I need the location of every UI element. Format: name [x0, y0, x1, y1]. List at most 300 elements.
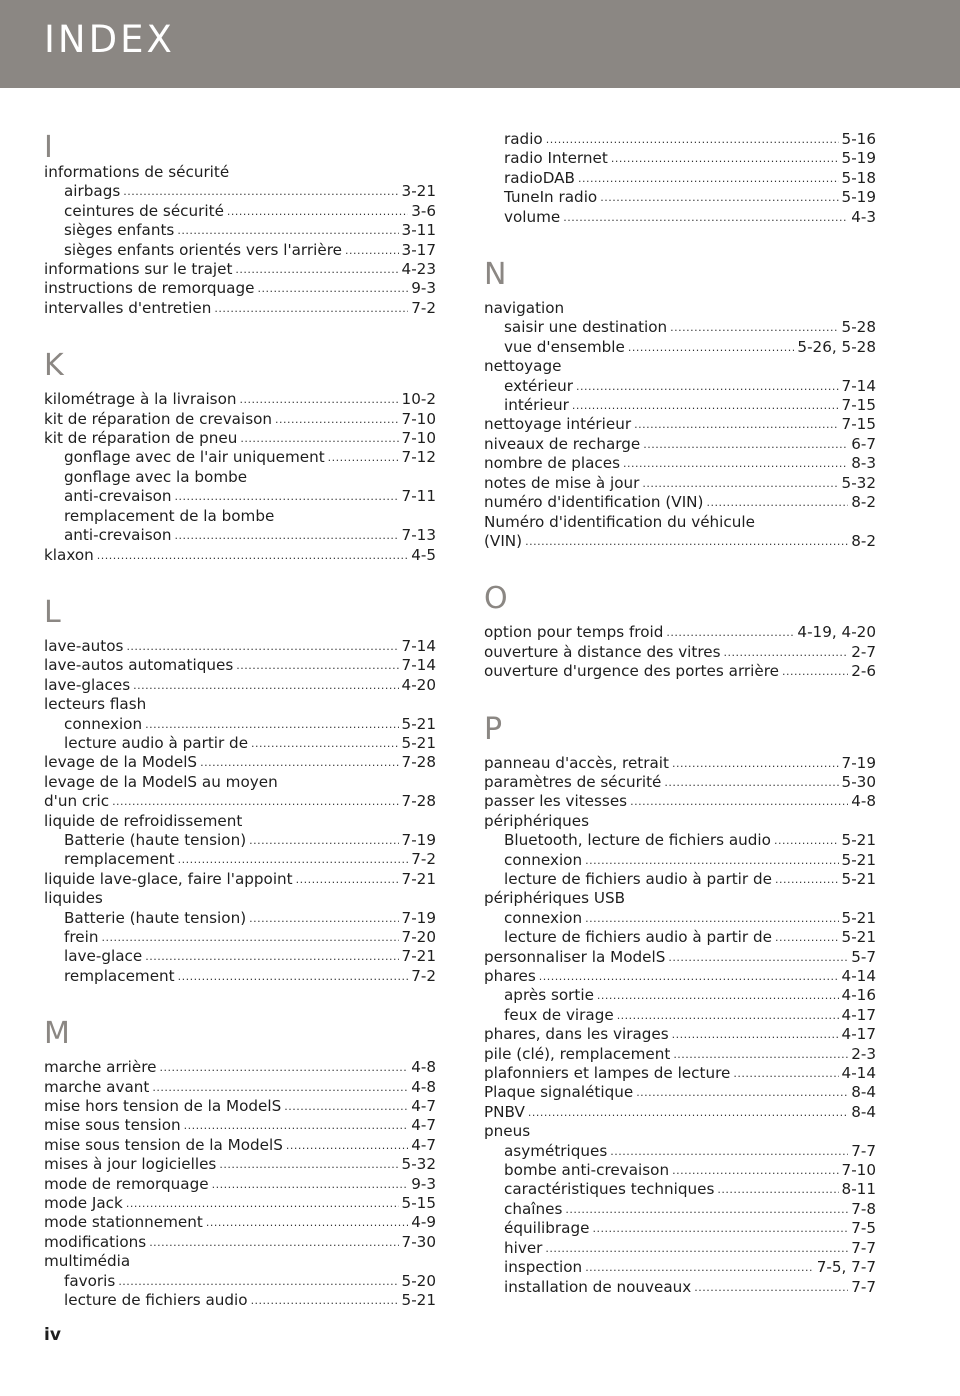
entry-page: 5-21: [841, 908, 876, 927]
entry-text: bombe anti-crevaison: [504, 1161, 670, 1180]
section-gap: [44, 986, 436, 1000]
dot-leader: [249, 909, 398, 928]
dot-leader: [672, 754, 839, 773]
dot-leader: [257, 279, 408, 298]
dot-leader: [672, 1161, 838, 1180]
index-section: [484, 130, 876, 227]
index-entry: [484, 948, 876, 967]
dot-leader: [664, 773, 838, 792]
dot-leader: [668, 948, 848, 967]
dot-leader: [706, 493, 848, 512]
dot-leader: [178, 967, 409, 986]
entry-text: gonflage avec de l'air uniquement: [64, 448, 325, 467]
entry-text: mode stationnement: [44, 1213, 203, 1232]
index-entry: [44, 1194, 436, 1213]
index-entry: [44, 753, 436, 772]
dot-leader: [630, 792, 848, 811]
index-entry: [484, 812, 876, 831]
dot-leader: [694, 1278, 848, 1297]
dot-leader: [200, 753, 398, 772]
index-entry: [44, 637, 436, 656]
entry-page: 3-21: [401, 182, 436, 201]
dot-leader: [126, 1194, 399, 1213]
entry-text: lave-autos automatiques: [44, 656, 234, 675]
index-entry: [44, 1116, 436, 1135]
dot-leader: [240, 390, 399, 409]
dot-leader: [126, 637, 398, 656]
entry-page: 5-21: [841, 869, 876, 888]
entry-text: sièges enfants orientés vers l'arrière: [64, 240, 342, 259]
entry-page: 7-2: [411, 966, 436, 985]
index-entry: [484, 130, 876, 149]
entry-page: 5-16: [841, 130, 876, 148]
entry-page: 7-7: [851, 1238, 876, 1257]
dot-leader: [597, 986, 839, 1005]
entry-text: intervalles d'entretien: [44, 298, 212, 317]
entry-text: mode de remorquage: [44, 1174, 209, 1193]
dot-leader: [118, 1272, 398, 1291]
index-entry: [484, 318, 876, 337]
index-entry: [44, 676, 436, 695]
index-entry: [484, 1045, 876, 1064]
entry-text: personnaliser la ModelS: [484, 947, 666, 966]
entry-text: inspection: [504, 1258, 583, 1277]
index-entry: [44, 448, 436, 467]
index-entry: [44, 812, 436, 831]
entry-text: numéro d'identification (VIN): [484, 493, 704, 512]
index-entry: [484, 1006, 876, 1025]
entry-page: 4-17: [841, 1005, 876, 1024]
index-entry: [44, 279, 436, 298]
dot-leader: [212, 1175, 409, 1194]
index-entry: [44, 773, 436, 792]
dot-leader: [623, 454, 848, 473]
dot-leader: [101, 928, 398, 947]
index-entry: [44, 1097, 436, 1116]
index-entry: [484, 986, 876, 1005]
entry-page: 5-18: [841, 168, 876, 187]
entry-page: 5-30: [841, 772, 876, 791]
entry-page: 5-21: [401, 1291, 436, 1310]
index-entry: [484, 454, 876, 473]
index-entry: [484, 1161, 876, 1180]
dot-leader: [249, 831, 398, 850]
index-entry: [484, 1122, 876, 1141]
entry-text: kit de réparation de pneu: [44, 429, 238, 448]
index-entry: [484, 299, 876, 318]
entry-page: 2-3: [851, 1044, 876, 1063]
index-entry: [44, 487, 436, 506]
entry-page: 9-3: [411, 1174, 436, 1193]
dot-leader: [611, 149, 839, 168]
index-section: [484, 251, 876, 551]
entry-text: TuneIn radio: [504, 188, 598, 207]
index-entry: [44, 1136, 436, 1155]
entry-text: radio Internet: [504, 149, 608, 168]
index-entry: [484, 851, 876, 870]
entry-page: 7-14: [401, 656, 436, 675]
entry-text: kilométrage à la livraison: [44, 390, 237, 409]
entry-text: remplacement: [64, 850, 175, 869]
entry-text: mode Jack: [44, 1194, 123, 1213]
entry-page: 7-19: [401, 830, 436, 849]
entry-text: lecture de fichiers audio à partir de: [504, 869, 772, 888]
entry-text: radioDAB: [504, 168, 575, 187]
dot-leader: [539, 967, 839, 986]
entry-page: 7-13: [401, 526, 436, 545]
entry-text: niveaux de recharge: [484, 434, 641, 453]
index-entry: [44, 221, 436, 240]
dot-leader: [545, 1239, 848, 1258]
index-entry: [44, 1252, 436, 1271]
entry-page: 5-19: [841, 149, 876, 168]
entry-text: mise sous tension: [44, 1116, 181, 1135]
entry-text: lave-glaces: [44, 675, 131, 694]
entry-text: connexion: [504, 908, 583, 927]
index-entry: [484, 1200, 876, 1219]
dot-leader: [275, 410, 398, 429]
index-entry: [44, 390, 436, 409]
entry-text: Bluetooth, lecture de fichiers audio: [504, 831, 771, 850]
entry-page: 7-20: [401, 928, 436, 946]
dot-leader: [251, 734, 398, 753]
index-entry: [484, 1258, 876, 1277]
index-entry: [484, 773, 876, 792]
index-column-right: [484, 130, 876, 1297]
entry-text: nombre de places: [484, 454, 621, 473]
dot-leader: [642, 474, 838, 493]
index-entry: [44, 507, 436, 526]
entry-page: 2-7: [851, 642, 876, 661]
entry-page: 4-20: [401, 675, 436, 694]
entry-text: option pour temps froid: [484, 623, 664, 642]
dot-leader: [112, 792, 398, 811]
entry-text: lave-autos: [44, 636, 124, 655]
index-entry: [484, 831, 876, 850]
entry-text: Plaque signalétique: [484, 1083, 634, 1102]
index-entry: [44, 734, 436, 753]
section-letter: P: [484, 711, 503, 747]
entry-text: pneus: [484, 1122, 531, 1141]
dot-leader: [585, 909, 838, 928]
entry-text: liquide lave-glace, faire l'appoint: [44, 869, 293, 888]
index-section: [44, 589, 436, 986]
dot-leader: [576, 377, 838, 396]
entry-text: feux de virage: [504, 1005, 614, 1024]
entry-page: 7-15: [841, 415, 876, 434]
entry-text: pile (clé), remplacement: [484, 1044, 671, 1063]
entry-text: informations sur le trajet: [44, 260, 233, 279]
entry-text: radio: [504, 130, 543, 148]
entry-page: 8-11: [841, 1180, 876, 1199]
entry-page: 4-7: [411, 1135, 436, 1154]
entry-page: 4-5: [411, 545, 436, 564]
index-entry: [44, 1175, 436, 1194]
entry-page: 7-14: [401, 636, 436, 655]
entry-page: 7-15: [841, 396, 876, 415]
entry-text: hiver: [504, 1238, 543, 1257]
index-entry: [484, 1219, 876, 1238]
entry-text: anti-crevaison: [64, 526, 172, 545]
entry-page: 7-7: [851, 1141, 876, 1160]
entry-page: 8-4: [851, 1083, 876, 1102]
entry-page: 7-5: [851, 1219, 876, 1238]
entry-text: panneau d'accès, retrait: [484, 753, 669, 772]
entry-page: 7-2: [411, 850, 436, 869]
index-entry: [484, 357, 876, 376]
entry-page: 4-16: [841, 986, 876, 1005]
entry-page: 4-17: [841, 1025, 876, 1044]
dot-leader: [610, 1142, 848, 1161]
entry-page: 4-9: [411, 1213, 436, 1232]
index-entry: [44, 299, 436, 318]
dot-leader: [673, 1045, 848, 1064]
entry-text: airbags: [64, 182, 121, 201]
page-header: [0, 0, 960, 88]
entry-text: klaxon: [44, 545, 94, 564]
entry-text: mises à jour logicielles: [44, 1155, 217, 1174]
entry-text: Batterie (haute tension): [64, 908, 247, 927]
entry-text: passer les vitesses: [484, 792, 628, 811]
index-entry: [44, 695, 436, 714]
index-section: [484, 706, 876, 1297]
section-letter: I: [44, 130, 53, 165]
dot-leader: [528, 1103, 848, 1122]
section-gap: [484, 551, 876, 565]
dot-leader: [236, 656, 398, 675]
entry-text: multimédia: [44, 1252, 131, 1271]
entry-text: remplacement: [64, 966, 175, 985]
entry-page: 7-10: [401, 409, 436, 428]
section-letter: N: [484, 257, 507, 293]
entry-text: ceintures de sécurité: [64, 201, 224, 220]
index-entry: [484, 532, 876, 551]
index-entry: [44, 429, 436, 448]
entry-page: 4-7: [411, 1116, 436, 1135]
entry-text: liquides: [44, 889, 103, 908]
index-entry: [44, 909, 436, 928]
entry-page: 7-30: [401, 1232, 436, 1251]
entry-text: sièges enfants: [64, 221, 175, 240]
dot-leader: [123, 182, 398, 201]
entry-text: périphériques USB: [484, 889, 626, 908]
entry-text: phares, dans les virages: [484, 1025, 669, 1044]
index-entry: [44, 1233, 436, 1252]
entry-page: 7-8: [851, 1199, 876, 1218]
page-title: INDEX: [44, 18, 175, 61]
dot-leader: [592, 1219, 848, 1238]
index-entry: [484, 792, 876, 811]
dot-leader: [175, 487, 399, 506]
index-entry: [44, 1213, 436, 1232]
entry-page: 2-6: [851, 662, 876, 681]
entry-page: 8-3: [851, 454, 876, 473]
entry-page: 4-7: [411, 1097, 436, 1116]
dot-leader: [328, 448, 399, 467]
entry-page: 6-7: [851, 434, 876, 453]
section-letter: L: [44, 594, 61, 630]
index-entry: [44, 468, 436, 487]
index-entry: [44, 831, 436, 850]
entry-text: asymétriques: [504, 1141, 608, 1160]
entry-text: plafonniers et lampes de lecture: [484, 1064, 731, 1083]
index-entry: [484, 169, 876, 188]
entry-text: navigation: [484, 299, 565, 318]
index-entry: [484, 396, 876, 415]
entry-page: 5-15: [401, 1194, 436, 1213]
index-entry: [484, 1083, 876, 1102]
entry-text: Numéro d'identification du véhicule: [484, 512, 755, 531]
entry-text: Batterie (haute tension): [64, 830, 247, 849]
entry-text: connexion: [64, 714, 143, 733]
index-section: [44, 342, 436, 565]
entry-page: 5-32: [401, 1155, 436, 1174]
dot-leader: [563, 208, 848, 227]
index-entry: [484, 967, 876, 986]
index-entry: [44, 947, 436, 966]
entry-text: nettoyage: [484, 357, 562, 376]
index-entry: [484, 149, 876, 168]
index-entry: [44, 928, 436, 947]
dot-leader: [284, 1097, 408, 1116]
dot-leader: [585, 851, 838, 870]
entry-text: frein: [64, 928, 99, 946]
dot-leader: [149, 1233, 398, 1252]
dot-leader: [775, 928, 839, 947]
entry-text: phares: [484, 967, 536, 985]
dot-leader: [345, 241, 399, 260]
entry-page: 7-28: [401, 792, 436, 811]
dot-leader: [145, 947, 398, 966]
dot-leader: [782, 662, 848, 681]
index-entry: [484, 1278, 876, 1297]
entry-text: après sortie: [504, 986, 594, 1005]
entry-page: 4-19, 4-20: [797, 623, 876, 642]
entry-text: (VIN): [484, 531, 523, 550]
entry-page: 7-14: [841, 376, 876, 395]
entry-text: notes de mise à jour: [484, 473, 640, 492]
section-gap: [44, 318, 436, 332]
entry-text: lecture audio à partir de: [64, 733, 249, 752]
entry-page: 7-7: [851, 1277, 876, 1296]
entry-text: liquide de refroidissement: [44, 811, 243, 830]
entry-page: 7-5, 7-7: [816, 1258, 876, 1277]
dot-leader: [227, 202, 408, 221]
index-section: [44, 1010, 436, 1310]
entry-text: PNBV: [484, 1102, 525, 1121]
dot-leader: [251, 1291, 399, 1310]
index-entry: [484, 377, 876, 396]
entry-page: 5-26, 5-28: [797, 337, 876, 356]
entry-page: 3-11: [401, 221, 436, 240]
index-entry: [484, 870, 876, 889]
index-entry: [44, 656, 436, 675]
entry-page: 5-21: [841, 831, 876, 850]
entry-page: 5-21: [401, 733, 436, 752]
dot-leader: [214, 299, 408, 318]
entry-text: lecteurs flash: [44, 695, 147, 714]
dot-leader: [617, 1006, 839, 1025]
dot-leader: [585, 1258, 814, 1277]
entry-text: gonflage avec la bombe: [64, 467, 248, 486]
index-entry: [44, 792, 436, 811]
entry-page: 7-28: [401, 753, 436, 772]
dot-leader: [634, 415, 838, 434]
dot-leader: [97, 546, 408, 565]
entry-page: 7-10: [401, 429, 436, 448]
dot-leader: [717, 1180, 838, 1199]
entry-page: 4-8: [411, 1077, 436, 1096]
index-entry: [44, 1272, 436, 1291]
index-entry: [44, 546, 436, 565]
dot-leader: [175, 526, 399, 545]
entry-text: équilibrage: [504, 1219, 590, 1238]
dot-leader: [774, 831, 839, 850]
index-entry: [484, 1180, 876, 1199]
entry-text: lave-glace: [64, 947, 143, 966]
dot-leader: [666, 623, 794, 642]
dot-leader: [240, 429, 398, 448]
section-gap: [484, 682, 876, 696]
index-entry: [484, 338, 876, 357]
section-letter: M: [44, 1016, 70, 1052]
index-entry: [484, 1064, 876, 1083]
entry-text: mise sous tension de la ModelS: [44, 1135, 283, 1154]
dot-leader: [724, 643, 849, 662]
dot-leader: [296, 870, 399, 889]
index-entry: [44, 1155, 436, 1174]
index-entry: [44, 526, 436, 545]
entry-page: 5-32: [841, 473, 876, 492]
index-entry: [484, 188, 876, 207]
entry-page: 7-19: [401, 908, 436, 927]
dot-leader: [206, 1213, 408, 1232]
index-entry: [44, 182, 436, 201]
entry-text: d'un cric: [44, 792, 110, 811]
dot-leader: [184, 1116, 409, 1135]
dot-leader: [160, 1058, 409, 1077]
entry-page: 10-2: [401, 390, 436, 409]
dot-leader: [235, 260, 398, 279]
entry-text: lecture de fichiers audio à partir de: [504, 928, 772, 947]
dot-leader: [565, 1200, 848, 1219]
entry-page: 3-6: [411, 201, 436, 220]
dot-leader: [546, 130, 839, 149]
entry-page: 7-19: [841, 753, 876, 772]
index-entry: [44, 870, 436, 889]
entry-text: levage de la ModelS au moyen: [44, 772, 278, 791]
entry-page: 3-17: [401, 240, 436, 259]
index-section: [484, 575, 876, 681]
entry-text: installation de nouveaux: [504, 1277, 692, 1296]
index-section: [44, 130, 436, 318]
index-entry: [484, 643, 876, 662]
entry-page: 7-21: [401, 947, 436, 966]
entry-text: informations de sécurité: [44, 163, 230, 181]
index-entry: [484, 435, 876, 454]
dot-leader: [628, 338, 795, 357]
dot-leader: [578, 169, 839, 188]
entry-text: kit de réparation de crevaison: [44, 409, 273, 428]
index-entry: [44, 1058, 436, 1077]
entry-page: 5-21: [841, 928, 876, 947]
entry-page: 8-2: [851, 493, 876, 512]
dot-leader: [133, 676, 398, 695]
section-gap: [484, 227, 876, 241]
section-letter: K: [44, 348, 64, 384]
entry-text: ouverture à distance des vitres: [484, 642, 721, 661]
index-entry: [44, 1078, 436, 1097]
